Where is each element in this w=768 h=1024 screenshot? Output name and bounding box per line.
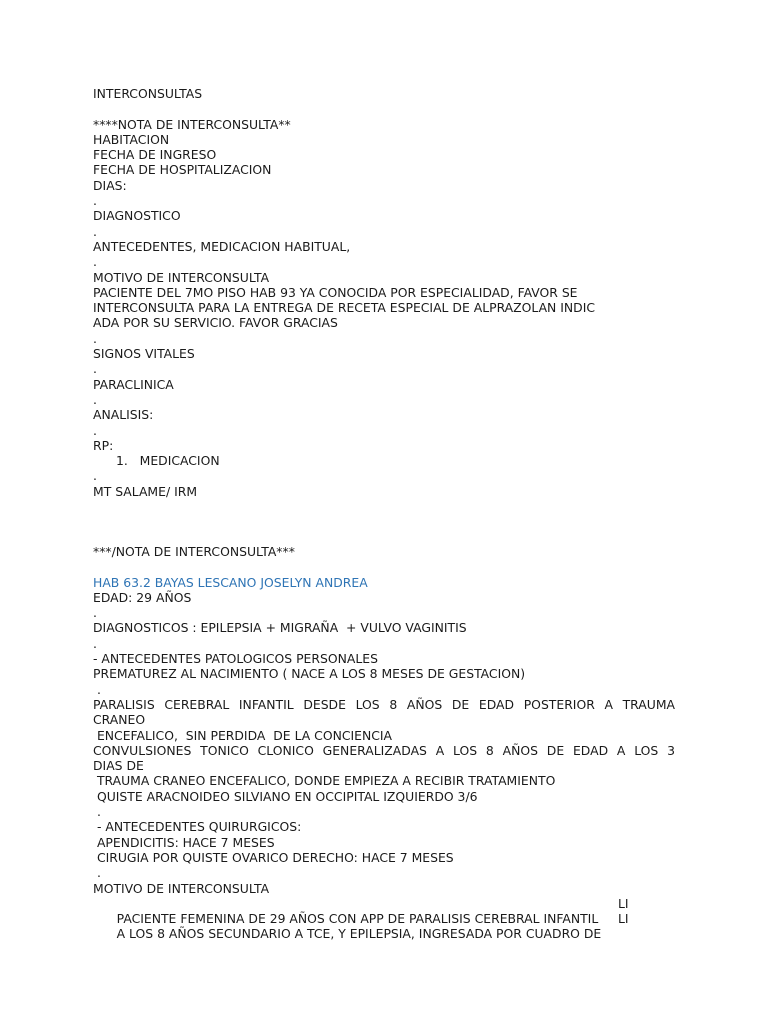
motivo-text: PACIENTE FEMENINA DE 29 AÑOS CON APP DE PARALISIS CEREBRAL INFANTIL bbox=[116, 911, 599, 927]
motivo-text-line bbox=[93, 895, 675, 927]
separator-dot: . bbox=[93, 361, 97, 377]
separator-dot: . bbox=[93, 254, 97, 270]
field-diagnostico: DIAGNOSTICO bbox=[93, 208, 181, 224]
truncated-text: LI bbox=[618, 911, 629, 927]
patient-note bbox=[93, 544, 675, 942]
blank-line bbox=[93, 559, 675, 574]
history-line: CRANEO bbox=[93, 712, 146, 728]
separator-dot: . bbox=[93, 193, 97, 209]
separator-dot: . bbox=[93, 223, 97, 239]
history-line: ENCEFALICO, SIN PERDIDA DE LA CONCIENCIA bbox=[93, 727, 393, 743]
field-signos-vitales: SIGNOS VITALES bbox=[93, 346, 195, 362]
separator-dot: . bbox=[93, 681, 101, 697]
note-title: ****NOTA DE INTERCONSULTA** bbox=[93, 116, 291, 132]
history-line: CONVULSIONES TONICO CLONICO GENERALIZADAS A LOS 8 AÑOS DE EDAD A LOS 3 bbox=[93, 742, 675, 758]
separator-dot: . bbox=[93, 635, 97, 651]
field-antecedentes: ANTECEDENTES, MEDICACION HABITUAL, bbox=[93, 238, 351, 254]
separator-dot: . bbox=[93, 865, 101, 881]
separator-dot: . bbox=[93, 422, 97, 438]
field-edad: EDAD: 29 AÑOS bbox=[93, 589, 192, 605]
history-line: DIAS DE bbox=[93, 758, 144, 774]
history-line: QUISTE ARACNOIDEO SILVIANO EN OCCIPITAL IZQUIERDO 3/6 bbox=[93, 788, 478, 804]
surgery-line: CIRUGIA POR QUISTE OVARICO DERECHO: HACE 7 MESES bbox=[93, 849, 454, 865]
patient-header: HAB 63.2 BAYAS LESCANO JOSELYN ANDREA bbox=[93, 574, 368, 590]
field-motivo: MOTIVO DE INTERCONSULTA bbox=[93, 880, 270, 896]
surgery-line: APENDICITIS: HACE 7 MESES bbox=[93, 834, 275, 850]
separator-dot: . bbox=[93, 804, 101, 820]
motivo-text-line: ADA POR SU SERVICIO. FAVOR GRACIAS bbox=[93, 315, 338, 331]
motivo-text-line: INTERCONSULTA PARA LA ENTREGA DE RECETA ESPECIAL DE ALPRAZOLAN INDIC bbox=[93, 300, 596, 316]
blank-line bbox=[93, 101, 675, 116]
field-rp: RP: bbox=[93, 437, 114, 453]
section-quirurgicos: - ANTECEDENTES QUIRURGICOS: bbox=[93, 819, 302, 835]
field-motivo: MOTIVO DE INTERCONSULTA bbox=[93, 269, 270, 285]
history-line: PREMATUREZ AL NACIMIENTO ( NACE A LOS 8 MESES DE GESTACION) bbox=[93, 666, 526, 682]
history-line: PARALISIS CEREBRAL INFANTIL DESDE LOS 8 AÑOS DE EDAD POSTERIOR A TRAUMA bbox=[93, 696, 675, 712]
field-analisis: ANALISIS: bbox=[93, 407, 154, 423]
rp-list-item: 1. MEDICACION bbox=[116, 453, 220, 469]
field-fecha-ingreso: FECHA DE INGRESO bbox=[93, 147, 217, 163]
separator-dot: . bbox=[93, 468, 97, 484]
separator-dot: . bbox=[93, 605, 97, 621]
field-diagnosticos: DIAGNOSTICOS : EPILEPSIA + MIGRAÑA + VULVO VAGINITIS bbox=[93, 620, 467, 636]
note-title: ***/NOTA DE INTERCONSULTA*** bbox=[93, 544, 295, 559]
section-app: - ANTECEDENTES PATOLOGICOS PERSONALES bbox=[93, 651, 378, 667]
motivo-text-line: PACIENTE DEL 7MO PISO HAB 93 YA CONOCIDA POR ESPECIALIDAD, FAVOR SE bbox=[93, 284, 578, 300]
document-heading: INTERCONSULTAS bbox=[93, 86, 203, 101]
field-fecha-hospitalizacion: FECHA DE HOSPITALIZACION bbox=[93, 162, 272, 178]
field-paraclinica: PARACLINICA bbox=[93, 376, 174, 392]
field-habitacion: HABITACION bbox=[93, 131, 170, 147]
motivo-text: A LOS 8 AÑOS SECUNDARIO A TCE, Y EPILEPSIA, INGRESADA POR CUADRO DE bbox=[116, 926, 602, 942]
field-dias: DIAS: bbox=[93, 177, 127, 193]
signature: MT SALAME/ IRM bbox=[93, 483, 198, 499]
truncated-text: LI bbox=[618, 895, 629, 911]
motivo-text-line bbox=[93, 911, 675, 942]
history-line: TRAUMA CRANEO ENCEFALICO, DONDE EMPIEZA A RECIBIR TRATAMIENTO bbox=[93, 773, 556, 789]
note-template bbox=[93, 86, 675, 499]
separator-dot: . bbox=[93, 391, 97, 407]
separator-dot: . bbox=[93, 330, 97, 346]
